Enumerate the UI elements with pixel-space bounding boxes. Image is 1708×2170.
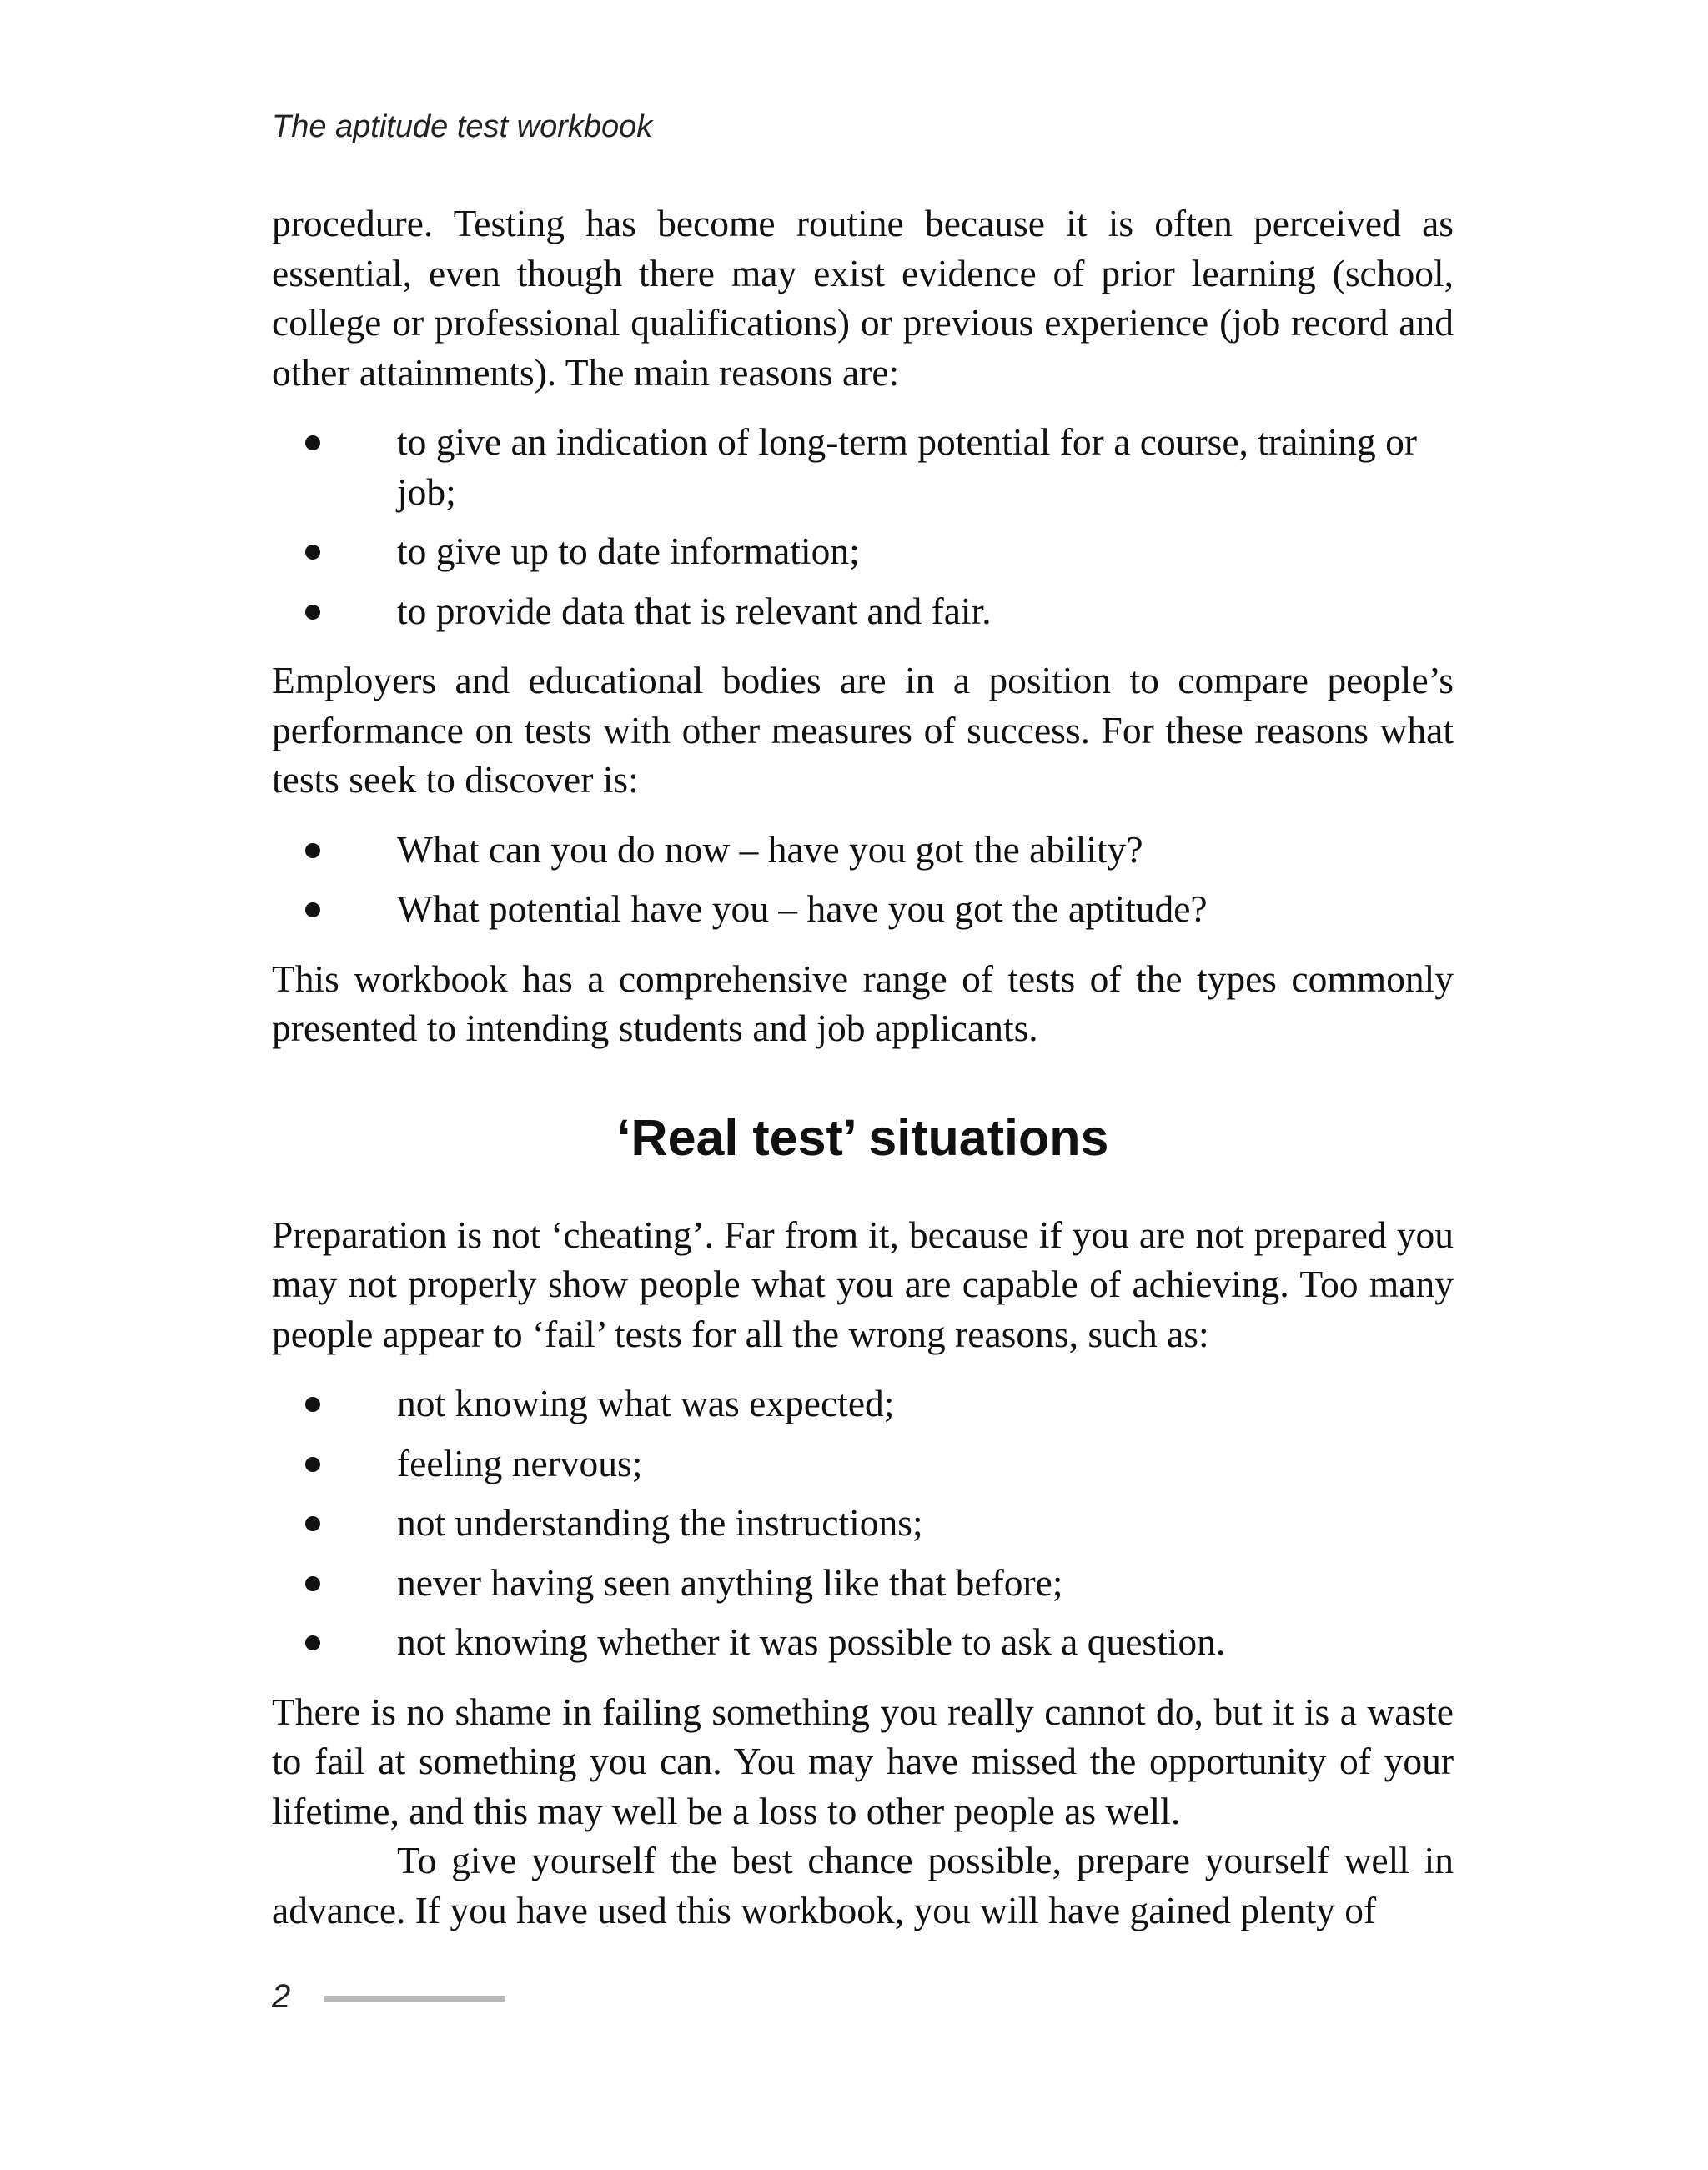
bullet-icon <box>305 1635 320 1650</box>
list-item <box>272 884 1454 934</box>
list-item-text: What potential have you – have you got the aptitude? <box>397 887 1208 930</box>
list-item-text: What can you do now – have you got the ability? <box>397 827 1143 871</box>
bullet-icon <box>305 1397 320 1412</box>
page-body <box>272 198 1454 1935</box>
bullet-icon <box>305 843 320 858</box>
page-number: 2 <box>272 1978 291 2015</box>
paragraph: Employers and educational bodies are in a position to compare people’s performance on tests with other measures of success. For these reasons what tests seek to discover is: <box>272 659 1454 801</box>
list-item <box>272 1379 1454 1429</box>
section-heading: ‘Real test’ situations <box>616 1108 1109 1166</box>
list-item <box>272 586 1454 636</box>
bullet-icon <box>305 605 320 620</box>
list-item <box>272 1498 1454 1548</box>
list-item-text: not knowing what was expected; <box>397 1382 895 1424</box>
list-item <box>272 825 1454 875</box>
list-item-text: feeling nervous; <box>397 1441 643 1484</box>
paragraph: There is no shame in failing something you really cannot do, but it is a waste to fail at something you can. You may have missed the opportunity of your lifetime, and this may well be a loss to other people as well. <box>272 1690 1454 1832</box>
paragraph: Preparation is not ‘cheating’. Far from it, because if you are not prepared you may not properly show people what you are capable of achieving. Too many people appear to ‘fail’ tests for all the wrong reasons, such as: <box>272 1213 1454 1355</box>
bullet-icon <box>305 902 320 917</box>
list-item <box>272 1439 1454 1489</box>
list-item <box>272 1558 1454 1608</box>
bullet-icon <box>305 435 320 450</box>
bullet-icon <box>305 1576 320 1591</box>
running-head: The aptitude test workbook <box>272 109 653 144</box>
list-item-text: to give an indication of long-term potential for a course, training or job; <box>397 420 1418 513</box>
list-item-text: to provide data that is relevant and fair. <box>397 589 992 632</box>
fail-reasons-list <box>272 1379 1454 1667</box>
list-item <box>272 1617 1454 1667</box>
paragraph: procedure. Testing has become routine because it is often perceived as essential, even though there may exist evidence of prior learning (school, college or professional qualifications) or previous experience (job record and other attainments). The main reasons are: <box>272 202 1454 394</box>
bullet-icon <box>305 1516 320 1531</box>
list-item-text: not understanding the instructions; <box>397 1501 923 1544</box>
list-item-text: not knowing whether it was possible to ask a question. <box>397 1620 1226 1663</box>
list-item <box>272 417 1454 516</box>
discover-list <box>272 825 1454 934</box>
paragraph: To give yourself the best chance possible, prepare yourself well in advance. If you have used this workbook, you will have gained plenty of <box>272 1839 1454 1931</box>
footer-rule <box>324 1996 505 2002</box>
reasons-list <box>272 417 1454 635</box>
list-item-text: never having seen anything like that before; <box>397 1560 1063 1604</box>
bullet-icon <box>305 1457 320 1472</box>
paragraph: This workbook has a comprehensive range of tests of the types commonly presented to intending students and job applicants. <box>272 957 1454 1049</box>
list-item <box>272 526 1454 576</box>
list-item-text: to give up to date information; <box>397 530 860 572</box>
bullet-icon <box>305 545 320 560</box>
